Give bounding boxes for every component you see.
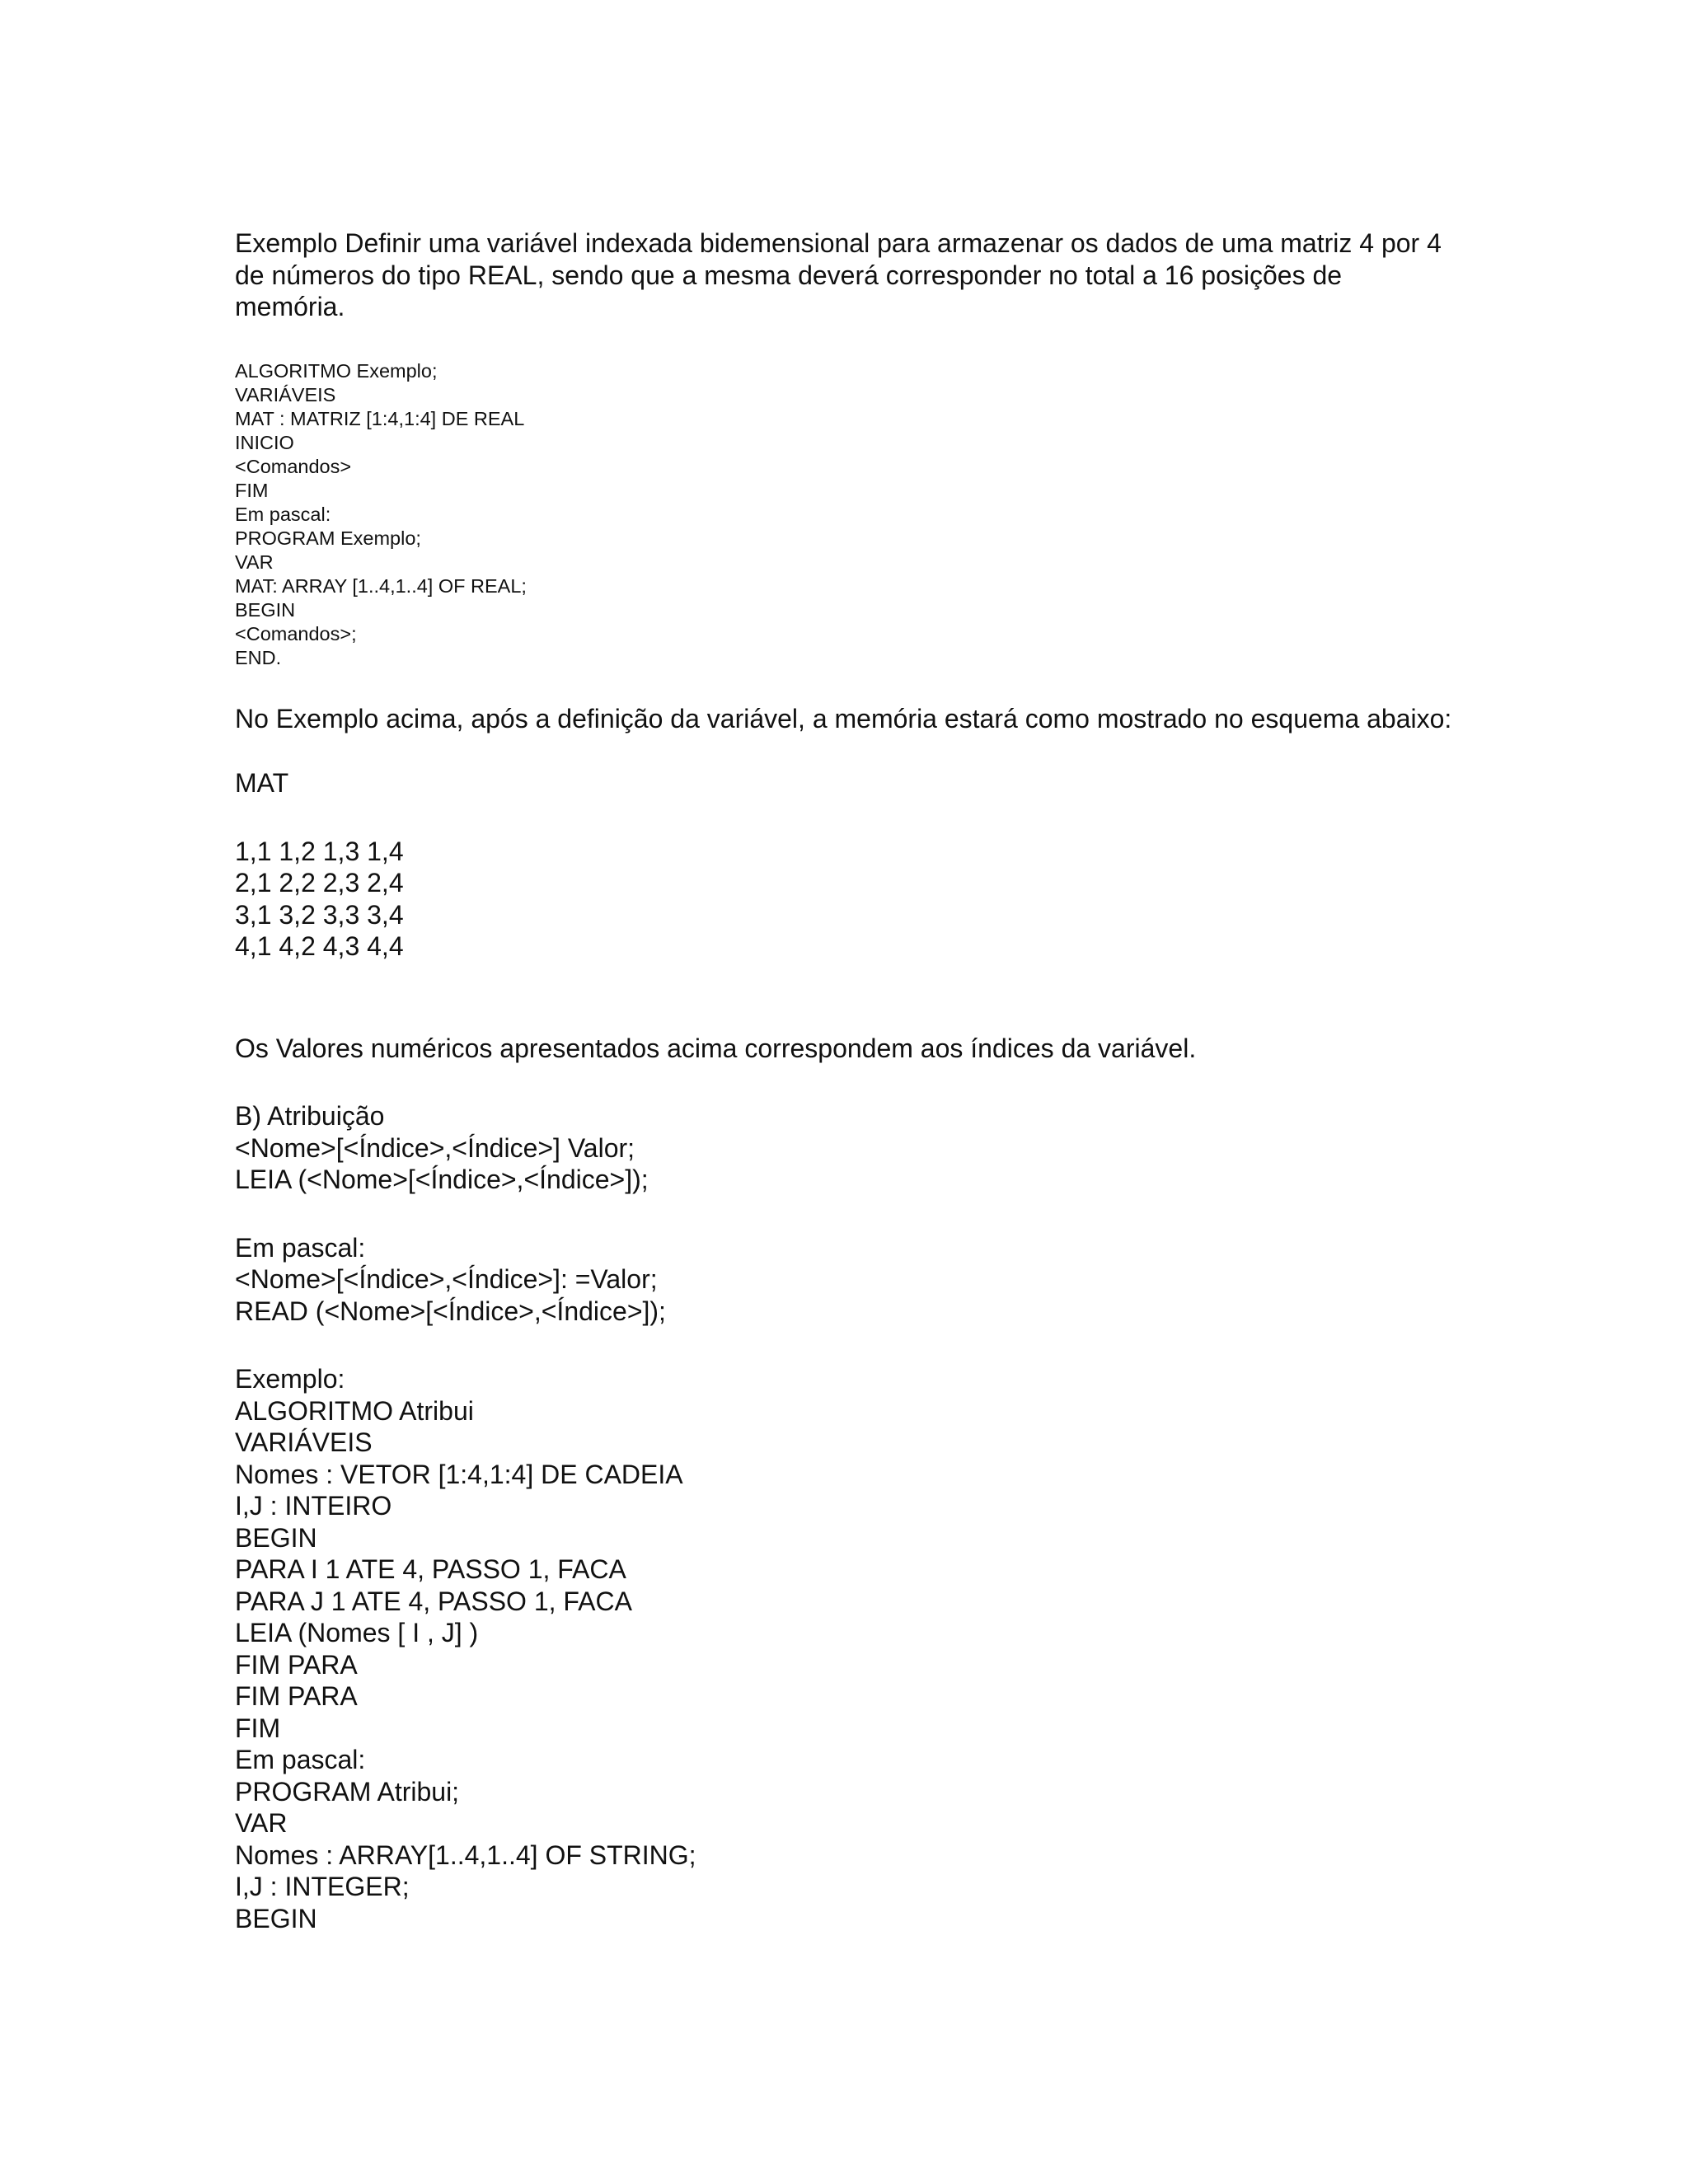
code-line: PARA I 1 ATE 4, PASSO 1, FACA (235, 1554, 626, 1584)
code-line: VAR (235, 1808, 288, 1838)
code-line: FIM PARA (235, 1649, 358, 1680)
code-line: Em pascal: (235, 1745, 366, 1774)
code-line: Nomes : ARRAY[1..4,1..4] OF STRING; (235, 1840, 696, 1870)
code-line: FIM PARA (235, 1681, 358, 1711)
code-line: I,J : INTEIRO (235, 1491, 392, 1521)
code-line: PARA J 1 ATE 4, PASSO 1, FACA (235, 1586, 632, 1616)
pascal-attribution-block (235, 1232, 1455, 1328)
code-line: LEIA (<Nome>[<Índice>,<Índice>]); (235, 1165, 649, 1194)
matrix-row: 1,1 1,2 1,3 1,4 (235, 836, 404, 866)
code-line: FIM (235, 479, 269, 501)
example-code-block (235, 1363, 1455, 1934)
intro-paragraph: Exemplo Definir uma variável indexada bidemensional para armazenar os dados de uma matriz 4 por 4 de números do tipo REAL, sendo que a mesma deverá corresponder no total a 16 posições de memória. (235, 228, 1442, 321)
code-line: <Nome>[<Índice>,<Índice>]: =Valor; (235, 1264, 658, 1294)
code-line: PROGRAM Exemplo; (235, 527, 421, 549)
code-line: PROGRAM Atribui; (235, 1776, 460, 1807)
code-line: Em pascal: (235, 503, 331, 525)
document-page (235, 227, 1455, 1934)
code-line: VARIÁVEIS (235, 383, 336, 405)
code-line: BEGIN (235, 598, 296, 621)
attribution-block (235, 1100, 1455, 1196)
code-line: ALGORITMO Exemplo; (235, 359, 438, 382)
code-line: VARIÁVEIS (235, 1427, 373, 1457)
code-line: INICIO (235, 431, 294, 453)
code-line: <Comandos> (235, 455, 352, 477)
code-line: Em pascal: (235, 1232, 366, 1263)
code-line: MAT: ARRAY [1..4,1..4] OF REAL; (235, 574, 527, 597)
code-line: <Nome>[<Índice>,<Índice>] Valor; (235, 1132, 635, 1163)
code-line: VAR (235, 551, 274, 573)
code-line: BEGIN (235, 1903, 317, 1933)
code-line: READ (<Nome>[<Índice>,<Índice>]); (235, 1296, 666, 1326)
memory-paragraph: No Exemplo acima, após a definição da variável, a memória estará como mostrado no esquema abaixo: (235, 703, 1452, 733)
code-line: BEGIN (235, 1522, 317, 1553)
code-line: <Comandos>; (235, 622, 357, 644)
code-line: END. (235, 646, 282, 668)
code-line: I,J : INTEGER; (235, 1872, 410, 1901)
code-line: LEIA (Nomes [ I , J] ) (235, 1618, 479, 1647)
matrix-row: 4,1 4,2 4,3 4,4 (235, 931, 404, 961)
matrix-row: 2,1 2,2 2,3 2,4 (235, 868, 404, 898)
code-line: MAT : MATRIZ [1:4,1:4] DE REAL (235, 407, 525, 429)
matrix-row: 3,1 3,2 3,3 3,4 (235, 899, 404, 930)
matrix-name: MAT (235, 768, 289, 798)
indices-note: Os Valores numéricos apresentados acima correspondem aos índices da variável. (235, 1033, 1197, 1063)
code-line: FIM (235, 1713, 281, 1743)
declaration-code-block (235, 359, 1455, 670)
code-line: Exemplo: (235, 1364, 345, 1394)
code-line: Nomes : VETOR [1:4,1:4] DE CADEIA (235, 1459, 683, 1489)
matrix-indices (235, 836, 1455, 963)
code-line: ALGORITMO Atribui (235, 1395, 474, 1426)
section-heading: B) Atribuição (235, 1101, 385, 1131)
